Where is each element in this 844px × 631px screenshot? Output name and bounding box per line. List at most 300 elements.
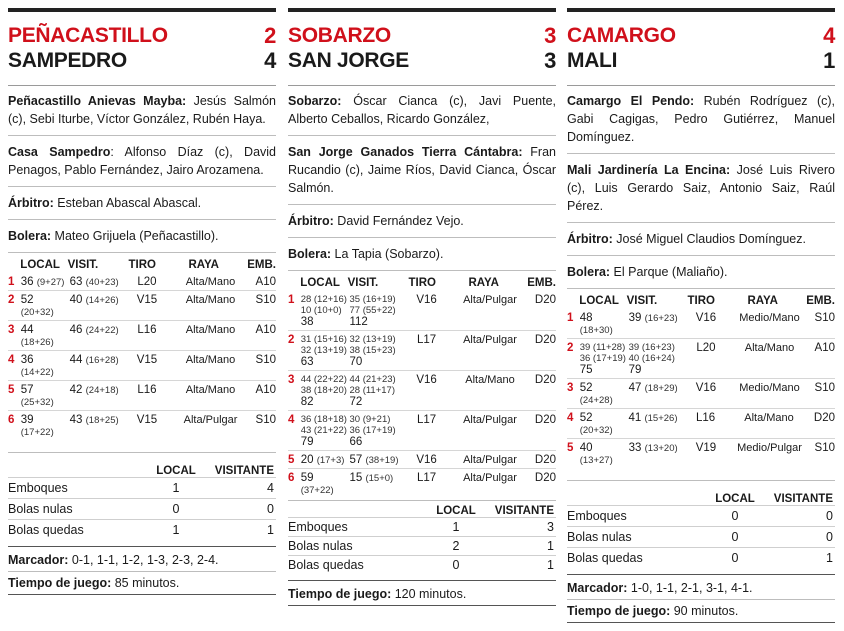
- venue-label: Bolera:: [8, 229, 52, 243]
- home-team-score: 4: [823, 23, 835, 48]
- stats-visit: 1: [547, 539, 554, 553]
- away-team-score: 4: [264, 48, 276, 73]
- lineup: [8, 143, 276, 179]
- emboque: D20: [813, 412, 835, 424]
- local-partial: 10 (10+0): [300, 305, 342, 316]
- divider: [8, 85, 276, 86]
- tiempo: [8, 574, 276, 592]
- visit-total: 70: [349, 356, 363, 368]
- tiro: L17: [416, 472, 437, 484]
- local-cell: [21, 414, 70, 438]
- stats-row: [8, 519, 276, 540]
- top-rule: [8, 8, 276, 12]
- visit-detail: (16+28): [85, 355, 119, 366]
- team-lineup-name: Sobarzo:: [288, 94, 342, 108]
- team-lineup-players: Rubén Rodríguez (c), Gabi Cagigas, Pedro Gutiérrez, Manuel Domínguez.: [567, 94, 835, 144]
- chico-number: 2: [288, 334, 295, 346]
- visit-detail: (18+25): [85, 415, 119, 426]
- stats-header-visit: VISITANTE: [494, 505, 554, 517]
- chicos-table: [8, 256, 276, 440]
- visit-cell: [70, 276, 129, 288]
- lineup: [288, 92, 556, 128]
- visit-total: 72: [349, 396, 363, 408]
- visit-total: 66: [349, 436, 363, 448]
- visit-cell: [349, 334, 408, 368]
- local-score: 52: [579, 412, 593, 424]
- divider: [567, 574, 835, 575]
- raya: Medio/Pulgar: [737, 442, 802, 454]
- stats-local: 0: [731, 530, 739, 544]
- stats-table: [288, 500, 556, 574]
- local-score: 59: [300, 472, 314, 484]
- visit-partial: 32 (13+19): [349, 334, 396, 345]
- raya: Alta/Pulgar: [463, 472, 517, 484]
- table-header-cell: RAYA: [747, 294, 778, 307]
- local-partial: 36 (17+19): [579, 353, 626, 364]
- visit-score: 43: [69, 414, 83, 426]
- local-partial: 28 (12+16): [300, 294, 347, 305]
- emboque: A10: [814, 342, 835, 354]
- visit-cell: [349, 472, 408, 484]
- divider: [567, 480, 835, 481]
- chicos-table: [567, 292, 835, 468]
- chico-number: 4: [567, 412, 574, 424]
- venue-name: La Tapia (Sobarzo).: [331, 247, 444, 261]
- emboque: S10: [814, 382, 835, 394]
- visit-partial: 38 (15+23): [349, 345, 396, 356]
- visit-score: 40: [69, 294, 83, 306]
- chico-number: 6: [288, 472, 295, 484]
- venue: [8, 227, 276, 245]
- stats-local: 0: [172, 502, 180, 516]
- table-row: [288, 370, 556, 410]
- tiro: V15: [136, 354, 158, 366]
- raya: Alta/Mano: [465, 374, 515, 386]
- stats-row: [567, 547, 835, 568]
- local-cell: [21, 276, 70, 288]
- home-team-score: 3: [544, 23, 556, 48]
- home-team-row: [288, 23, 556, 48]
- divider: [288, 204, 556, 205]
- stats-local: 0: [731, 551, 739, 565]
- local-partial: 36 (18+18): [300, 414, 347, 425]
- visit-cell: [349, 374, 408, 408]
- top-rule: [567, 8, 835, 12]
- emboque: S10: [255, 294, 276, 306]
- tiro: L16: [695, 412, 716, 424]
- local-total: 38: [300, 316, 314, 328]
- stats-header-local: LOCAL: [436, 505, 476, 517]
- table-row: [567, 378, 835, 408]
- local-score: 44: [20, 324, 34, 336]
- tiempo-value: 120 minutos.: [391, 587, 467, 601]
- local-score: 52: [579, 382, 593, 394]
- marcador-value: 1-0, 1-1, 2-1, 3-1, 4-1.: [627, 581, 753, 595]
- venue-name: El Parque (Maliaño).: [610, 265, 728, 279]
- venue-label: Bolera:: [288, 247, 332, 261]
- visit-cell: [349, 454, 408, 466]
- visit-score: 41: [628, 412, 642, 424]
- visit-score: 39: [628, 312, 642, 324]
- referee: [288, 212, 556, 230]
- raya: Alta/Pulgar: [463, 334, 517, 346]
- emboque: D20: [534, 374, 556, 386]
- referee: [567, 230, 835, 248]
- visit-score: 46: [69, 324, 83, 336]
- visit-partial: 44 (21+23): [349, 374, 396, 385]
- table-header-cell: RAYA: [188, 258, 219, 271]
- local-detail: (18+30): [579, 325, 613, 336]
- divider: [567, 153, 835, 154]
- tiro: L16: [137, 324, 157, 336]
- local-cell: [580, 342, 629, 376]
- raya: Alta/Pulgar: [463, 454, 517, 466]
- divider: [288, 270, 556, 271]
- local-score: 20: [300, 454, 314, 466]
- raya: Alta/Mano: [744, 412, 794, 424]
- divider: [8, 546, 276, 547]
- chico-number: 1: [8, 276, 15, 288]
- top-rule: [288, 8, 556, 12]
- emboque: S10: [255, 354, 276, 366]
- home-team-name: SOBARZO: [288, 24, 391, 47]
- visit-partial: 30 (9+21): [349, 414, 391, 425]
- visit-detail: (15+26): [644, 413, 678, 424]
- table-header-cell: LOCAL: [20, 258, 60, 271]
- referee-label: Árbitro:: [288, 214, 334, 228]
- emboque: S10: [814, 312, 835, 324]
- visit-score: 44: [69, 354, 83, 366]
- chicos-table: [288, 274, 556, 498]
- divider: [567, 599, 835, 600]
- table-header-cell: RAYA: [468, 276, 499, 289]
- tiempo-label: Tiempo de juego:: [8, 576, 112, 590]
- chico-number: 2: [8, 294, 15, 306]
- away-team-name: MALI: [567, 49, 618, 72]
- stats-local: 2: [452, 539, 460, 553]
- stats-header-visit: VISITANTE: [773, 493, 833, 505]
- divider: [8, 452, 276, 453]
- chico-number: 2: [567, 342, 574, 354]
- local-detail: (9+27): [36, 277, 65, 288]
- stats-row: [288, 555, 556, 574]
- stats-label: Emboques: [8, 481, 68, 495]
- table-row: [288, 450, 556, 468]
- stats-visit: 1: [826, 551, 833, 565]
- divider: [8, 135, 276, 136]
- local-cell: [301, 294, 350, 328]
- emboque: A10: [255, 384, 276, 396]
- local-detail: (17+3): [316, 455, 345, 466]
- chico-number: 4: [288, 414, 295, 426]
- table-row: [8, 290, 276, 320]
- raya: Alta/Pulgar: [463, 294, 517, 306]
- divider: [567, 622, 835, 623]
- lineup: [8, 92, 276, 128]
- away-team-score: 3: [544, 48, 556, 73]
- team-lineup-players: : Alfonso Díaz (c), David Penagos, Pablo Fernández, Jairo Arozamena.: [8, 145, 277, 177]
- tiro: V15: [136, 414, 158, 426]
- table-row: [288, 330, 556, 370]
- visit-detail: (18+29): [644, 383, 678, 394]
- divider: [567, 288, 835, 289]
- visit-detail: (14+26): [85, 295, 119, 306]
- visit-partial: 39 (16+23): [628, 342, 675, 353]
- local-partial: 31 (15+16): [300, 334, 347, 345]
- table-header: [567, 292, 835, 309]
- visit-detail: (15+0): [365, 473, 394, 484]
- local-cell: [301, 414, 350, 448]
- visit-cell: [70, 354, 129, 366]
- table-row: [288, 291, 556, 330]
- local-partial: 32 (13+19): [300, 345, 347, 356]
- referee: [8, 194, 276, 212]
- visit-detail: (24+22): [85, 325, 119, 336]
- venue-label: Bolera:: [567, 265, 611, 279]
- visit-cell: [349, 414, 408, 448]
- chico-number: 5: [567, 442, 574, 454]
- lineup: [288, 143, 556, 197]
- chico-number: 4: [8, 354, 15, 366]
- venue-name: Mateo Grijuela (Peñacastillo).: [51, 229, 219, 243]
- stats-label: Bolas quedas: [8, 523, 84, 537]
- emboque: A10: [255, 324, 276, 336]
- divider: [8, 252, 276, 253]
- local-cell: [580, 412, 629, 436]
- divider: [8, 594, 276, 595]
- stats-header: [8, 461, 276, 477]
- referee-name: José Miguel Claudios Domínguez.: [612, 232, 806, 246]
- marcador-label: Marcador:: [567, 581, 628, 595]
- lineup: [567, 161, 835, 215]
- visit-cell: [629, 382, 688, 394]
- lineup: [567, 92, 835, 146]
- chico-number: 1: [288, 294, 295, 306]
- tiro: V16: [416, 294, 437, 306]
- visit-cell: [70, 384, 129, 396]
- local-cell: [21, 294, 70, 318]
- visit-cell: [70, 414, 129, 426]
- emboque: D20: [534, 334, 556, 346]
- tiempo-label: Tiempo de juego:: [567, 604, 671, 618]
- team-lineup-name: Peñacastillo Anievas Mayba:: [8, 94, 187, 108]
- team-lineup-name: Mali Jardinería La Encina:: [567, 163, 731, 177]
- table-header-cell: TIRO: [128, 258, 157, 271]
- visit-score: 63: [69, 276, 83, 288]
- tiro: L17: [416, 334, 437, 346]
- venue: [288, 245, 556, 263]
- referee-label: Árbitro:: [567, 232, 613, 246]
- local-cell: [301, 334, 350, 368]
- stats-label: Bolas nulas: [288, 539, 353, 553]
- visit-detail: (40+23): [85, 277, 119, 288]
- team-lineup-players: Jesús Salmón (c), Sebi Iturbe, Víctor González, Rubén Haya.: [8, 94, 276, 126]
- local-total: 63: [300, 356, 314, 368]
- stats-row: [8, 477, 276, 498]
- visit-cell: [349, 294, 408, 328]
- emboque: D20: [534, 414, 556, 426]
- local-detail: (24+28): [579, 395, 613, 406]
- local-cell: [580, 312, 629, 336]
- divider: [288, 605, 556, 606]
- local-cell: [301, 454, 350, 466]
- team-lineup-players: Fran Rucandio (c), Jaime Ríos, David Cianca, Óscar Salmón.: [288, 145, 556, 195]
- divider: [8, 186, 276, 187]
- divider: [8, 571, 276, 572]
- stats-visit: 1: [267, 523, 274, 537]
- visit-cell: [629, 312, 688, 324]
- local-detail: (13+27): [579, 455, 613, 466]
- local-cell: [580, 442, 629, 466]
- tiro: L20: [137, 276, 157, 288]
- local-score: 39: [20, 414, 34, 426]
- local-detail: (25+32): [20, 397, 54, 408]
- local-score: 40: [579, 442, 593, 454]
- stats-visit: 0: [826, 530, 833, 544]
- visit-partial: 35 (16+19): [349, 294, 396, 305]
- stats-local: 0: [731, 509, 739, 523]
- table-header-cell: VISIT.: [626, 294, 658, 307]
- visit-cell: [70, 324, 129, 336]
- stats-label: Bolas quedas: [567, 551, 643, 565]
- raya: Alta/Mano: [185, 384, 236, 396]
- venue: [567, 263, 835, 281]
- referee-name: David Fernández Vejo.: [333, 214, 464, 228]
- table-header: [8, 256, 276, 273]
- local-cell: [301, 374, 350, 408]
- table-header-cell: LOCAL: [300, 276, 340, 289]
- stats-row: [8, 498, 276, 519]
- table-header-cell: TIRO: [687, 294, 716, 307]
- table-header-cell: EMB.: [806, 294, 835, 307]
- raya: Alta/Mano: [185, 294, 236, 306]
- chico-number: 6: [8, 414, 15, 426]
- stats-local: 0: [452, 558, 460, 572]
- stats-local: 1: [452, 520, 460, 534]
- visit-cell: [70, 294, 129, 306]
- table-header-cell: VISIT.: [67, 258, 99, 271]
- away-team-name: SAMPEDRO: [8, 49, 127, 72]
- team-lineup-name: Casa Sampedro: [8, 145, 111, 159]
- match-column: [288, 0, 556, 606]
- stats-label: Bolas nulas: [8, 502, 73, 516]
- chico-number: 5: [288, 454, 295, 466]
- divider: [567, 222, 835, 223]
- visit-score: 15: [349, 472, 363, 484]
- emboque: S10: [814, 442, 835, 454]
- emboque: D20: [534, 472, 556, 484]
- chico-number: 5: [8, 384, 15, 396]
- tiempo-value: 85 minutos.: [111, 576, 180, 590]
- tiempo-label: Tiempo de juego:: [288, 587, 392, 601]
- visit-cell: [629, 342, 688, 376]
- raya: Alta/Mano: [185, 324, 236, 336]
- stats-visit: 0: [267, 502, 274, 516]
- tiro: V16: [695, 312, 717, 324]
- local-partial: 39 (11+28): [579, 342, 626, 353]
- tiro: V19: [695, 442, 717, 454]
- table-row: [8, 273, 276, 290]
- table-row: [567, 309, 835, 338]
- table-row: [567, 438, 835, 468]
- stats-row: [288, 536, 556, 555]
- local-cell: [21, 324, 70, 348]
- visit-partial: 77 (55+22): [349, 305, 396, 316]
- raya: Medio/Mano: [739, 312, 800, 324]
- stats-header-local: LOCAL: [156, 465, 196, 477]
- table-row: [288, 468, 556, 498]
- stats-label: Emboques: [567, 509, 627, 523]
- divider: [288, 237, 556, 238]
- stats-visit: 1: [547, 558, 554, 572]
- stats-header-local: LOCAL: [715, 493, 755, 505]
- table-header-cell: EMB.: [527, 276, 556, 289]
- tiempo: [288, 585, 556, 603]
- home-team-row: [567, 23, 835, 48]
- marcador: [567, 579, 835, 597]
- table-header-cell: EMB.: [247, 258, 276, 271]
- stats-label: Emboques: [288, 520, 348, 534]
- local-score: 48: [579, 312, 593, 324]
- local-score: 36: [20, 276, 34, 288]
- table-row: [8, 380, 276, 410]
- stats-visit: 3: [547, 520, 554, 534]
- local-total: 79: [300, 436, 314, 448]
- visit-partial: 36 (17+19): [349, 425, 396, 436]
- local-score: 36: [20, 354, 34, 366]
- tiro: L16: [137, 384, 157, 396]
- chico-number: 3: [8, 324, 15, 336]
- visit-score: 42: [69, 384, 83, 396]
- stats-row: [567, 526, 835, 547]
- team-lineup-name: Camargo El Pendo:: [567, 94, 695, 108]
- table-header-cell: TIRO: [408, 276, 437, 289]
- local-total: 82: [300, 396, 314, 408]
- table-row: [567, 408, 835, 438]
- home-team-name: CAMARGO: [567, 24, 676, 47]
- emboque: S10: [255, 414, 276, 426]
- chico-number: 3: [567, 382, 574, 394]
- local-score: 52: [20, 294, 34, 306]
- visit-partial: 40 (16+24): [628, 353, 675, 364]
- referee-name: Esteban Abascal Abascal.: [53, 196, 202, 210]
- away-team-row: [567, 48, 835, 73]
- divider: [8, 219, 276, 220]
- team-lineup-players: Óscar Cianca (c), Javi Puente, Alberto Ceballos, Ricardo González,: [288, 94, 556, 126]
- stats-visit: 0: [826, 509, 833, 523]
- stats-local: 1: [172, 523, 180, 537]
- visit-score: 57: [349, 454, 363, 466]
- raya: Alta/Pulgar: [463, 414, 517, 426]
- stats-header: [288, 501, 556, 517]
- table-row: [8, 410, 276, 440]
- away-team-row: [288, 48, 556, 73]
- table-header: [288, 274, 556, 291]
- local-total: 75: [579, 364, 593, 376]
- local-partial: 38 (18+20): [300, 385, 347, 396]
- chico-number: 1: [567, 312, 574, 324]
- visit-score: 47: [628, 382, 642, 394]
- emboque: A10: [255, 276, 276, 288]
- raya: Alta/Mano: [185, 276, 236, 288]
- stats-row: [288, 517, 556, 536]
- stats-local: 1: [172, 481, 180, 495]
- chico-number: 3: [288, 374, 295, 386]
- stats-table: [567, 480, 835, 568]
- tiro: L17: [416, 414, 437, 426]
- marcador-value: 0-1, 1-1, 1-2, 1-3, 2-3, 2-4.: [68, 553, 219, 567]
- visit-detail: (16+23): [644, 313, 678, 324]
